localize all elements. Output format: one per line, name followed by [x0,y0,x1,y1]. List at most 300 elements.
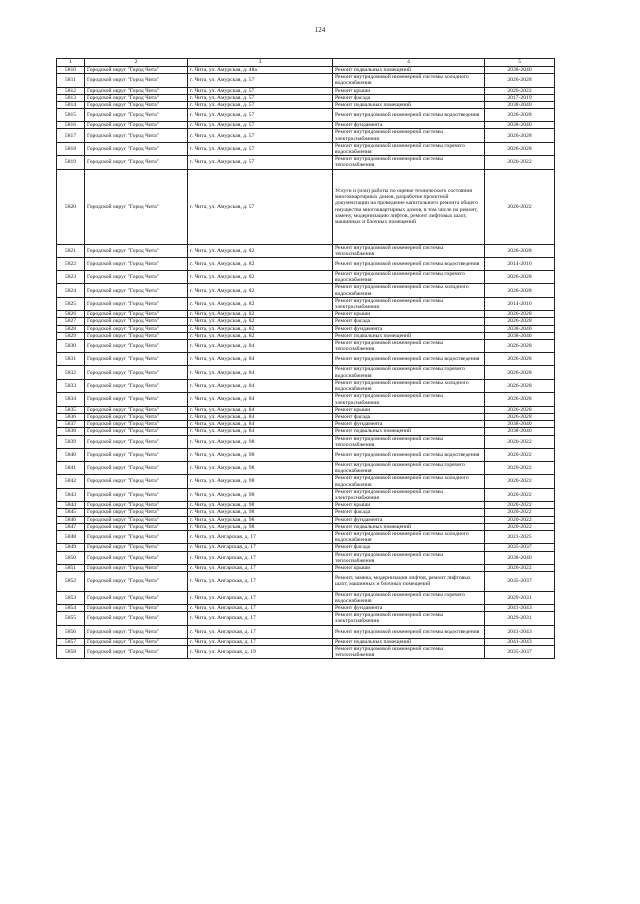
table-row [57,591,555,604]
work-type-cell: Ремонт фундамента [333,325,485,332]
table-row [57,340,555,353]
row-number: 5847 [57,523,85,530]
table-row [57,502,555,509]
row-number: 5845 [57,509,85,516]
work-type-cell: Ремонт внутридомовой инженерной системы горячего водоснабжения [333,461,485,474]
period-cell: 2026-2028 [485,74,555,87]
address-cell: г. Чита, ул. Амурская, д. 48а [188,67,333,74]
municipality-cell: Городской округ "Город Чита" [85,638,188,645]
municipality-cell: Городской округ "Город Чита" [85,393,188,406]
address-cell: г. Чита, ул. Амурская, д. 57 [188,74,333,87]
municipality-cell: Городской округ "Город Чита" [85,605,188,612]
address-cell: г. Чита, ул. Амурская, д. 84 [188,340,333,353]
period-cell: 2020-2022 [485,448,555,461]
table-row [57,544,555,551]
work-type-cell: Ремонт крыши [333,87,485,94]
period-cell: 2041-2043 [485,638,555,645]
municipality-cell: Городской округ "Город Чита" [85,74,188,87]
municipality-cell: Городской округ "Город Чита" [85,122,188,129]
row-number: 5843 [57,488,85,501]
period-cell: 2026-2028 [485,109,555,122]
municipality-cell: Городской округ "Город Чита" [85,311,188,318]
row-number: 5813 [57,94,85,101]
municipality-cell: Городской округ "Город Чита" [85,612,188,625]
period-cell: 2020-2022 [485,523,555,530]
work-type-cell: Ремонт внутридомовой инженерной системы теплоснабжения [333,244,485,257]
table-row [57,625,555,638]
period-cell: 2020-2022 [485,516,555,523]
table-row [57,448,555,461]
table-row [57,530,555,543]
table-row [57,638,555,645]
table-row [57,142,555,155]
column-header: 3 [188,59,333,67]
row-number: 5838 [57,428,85,435]
address-cell: г. Чита, ул. Амурская, д. 57 [188,87,333,94]
table-row [57,169,555,244]
address-cell: г. Чита, ул. Амурская, д. 98 [188,475,333,488]
period-cell: 2020-2022 [485,169,555,244]
work-type-cell: Ремонт фундамента [333,122,485,129]
municipality-cell: Городской округ "Город Чита" [85,284,188,297]
address-cell: г. Чита, ул. Амурская, д. 82 [188,244,333,257]
municipality-cell: Городской округ "Город Чита" [85,551,188,564]
row-number: 5810 [57,67,85,74]
row-number: 5844 [57,502,85,509]
municipality-cell: Городской округ "Город Чита" [85,109,188,122]
period-cell: 2035-2037 [485,544,555,551]
period-cell: 2020-2022 [485,156,555,169]
work-type-cell: Ремонт фундамента [333,516,485,523]
row-number: 5841 [57,461,85,474]
row-number: 5823 [57,271,85,284]
municipality-cell: Городской округ "Город Чита" [85,258,188,271]
row-number: 5826 [57,311,85,318]
row-number: 5811 [57,74,85,87]
address-cell: г. Чита, ул. Ангарская, д. 17 [188,612,333,625]
work-type-cell: Ремонт подвальных помещений [333,332,485,339]
address-cell: г. Чита, ул. Ангарская, д. 17 [188,544,333,551]
address-cell: г. Чита, ул. Амурская, д. 57 [188,109,333,122]
period-cell: 2041-2043 [485,605,555,612]
work-type-cell: Ремонт крыши [333,311,485,318]
row-number: 5827 [57,318,85,325]
period-cell: 2026-2028 [485,353,555,366]
address-cell: г. Чита, ул. Амурская, д. 82 [188,332,333,339]
work-type-cell: Ремонт внутридомовой инженерной системы водоотведения [333,258,485,271]
municipality-cell: Городской округ "Город Чита" [85,169,188,244]
table-row [57,461,555,474]
address-cell: г. Чита, ул. Амурская, д. 57 [188,156,333,169]
work-type-cell: Ремонт подвальных помещений [333,428,485,435]
period-cell: 2020-2022 [485,435,555,448]
table-row [57,572,555,592]
address-cell: г. Чита, ул. Амурская, д. 82 [188,284,333,297]
address-cell: г. Чита, ул. Амурская, д. 82 [188,325,333,332]
period-cell: 2026-2028 [485,379,555,392]
table-row [57,516,555,523]
address-cell: г. Чита, ул. Амурская, д. 98 [188,523,333,530]
period-cell: 2038-2040 [485,325,555,332]
municipality-cell: Городской округ "Город Чита" [85,244,188,257]
municipality-cell: Городской округ "Город Чита" [85,516,188,523]
address-cell: г. Чита, ул. Амурская, д. 98 [188,516,333,523]
period-cell: 2023-2025 [485,530,555,543]
municipality-cell: Городской округ "Город Чита" [85,366,188,379]
municipality-cell: Городской округ "Город Чита" [85,353,188,366]
address-cell: г. Чита, ул. Ангарская, д. 17 [188,625,333,638]
municipality-cell: Городской округ "Город Чита" [85,475,188,488]
address-cell: г. Чита, ул. Амурская, д. 82 [188,311,333,318]
row-number: 5814 [57,102,85,109]
period-cell: 2020-2022 [485,488,555,501]
address-cell: г. Чита, ул. Амурская, д. 98 [188,502,333,509]
municipality-cell: Городской округ "Город Чита" [85,572,188,592]
period-cell: 2041-2043 [485,625,555,638]
period-cell: 2020-2022 [485,461,555,474]
work-type-cell: Ремонт подвальных помещений [333,102,485,109]
address-cell: г. Чита, ул. Амурская, д. 98 [188,488,333,501]
work-type-cell: Ремонт фасада [333,509,485,516]
address-cell: г. Чита, ул. Амурская, д. 84 [188,413,333,420]
period-cell: 2026-2028 [485,142,555,155]
row-number: 5840 [57,448,85,461]
work-type-cell: Ремонт фасада [333,413,485,420]
table-row [57,271,555,284]
period-cell: 2020-2022 [485,564,555,571]
column-header: 2 [85,59,188,67]
period-cell: 2038-2040 [485,421,555,428]
period-cell: 2020-2022 [485,87,555,94]
table-row [57,102,555,109]
address-cell: г. Чита, ул. Амурская, д. 84 [188,421,333,428]
table-row [57,435,555,448]
address-cell: г. Чита, ул. Амурская, д. 57 [188,94,333,101]
municipality-cell: Городской округ "Город Чита" [85,94,188,101]
address-cell: г. Чита, ул. Амурская, д. 84 [188,406,333,413]
table-row [57,645,555,658]
municipality-cell: Городской округ "Город Чита" [85,625,188,638]
municipality-cell: Городской округ "Город Чита" [85,448,188,461]
table-body [57,67,555,659]
row-number: 5812 [57,87,85,94]
municipality-cell: Городской округ "Город Чита" [85,102,188,109]
table-row [57,109,555,122]
period-cell: 2035-2037 [485,645,555,658]
row-number: 5858 [57,645,85,658]
period-cell: 2020-2022 [485,509,555,516]
row-number: 5820 [57,169,85,244]
work-type-cell: Ремонт внутридомовой инженерной системы горячего водоснабжения [333,271,485,284]
work-type-cell: Ремонт фасада [333,94,485,101]
period-cell: 2026-2028 [485,366,555,379]
period-cell: 2026-2028 [485,271,555,284]
row-number: 5821 [57,244,85,257]
table-row [57,366,555,379]
row-number: 5848 [57,530,85,543]
period-cell: 2026-2028 [485,406,555,413]
municipality-cell: Городской округ "Город Чита" [85,461,188,474]
work-type-cell: Ремонт внутридомовой инженерной системы холодного водоснабжения [333,530,485,543]
period-cell: 2026-2028 [485,413,555,420]
municipality-cell: Городской округ "Город Чита" [85,142,188,155]
address-cell: г. Чита, ул. Амурская, д. 84 [188,379,333,392]
table-row [57,87,555,94]
municipality-cell: Городской округ "Город Чита" [85,544,188,551]
table-row [57,129,555,142]
period-cell: 2026-2028 [485,393,555,406]
address-cell: г. Чита, ул. Ангарская, д. 17 [188,572,333,592]
work-type-cell: Ремонт внутридомовой инженерной системы теплоснабжения [333,156,485,169]
period-cell: 2035-2037 [485,572,555,592]
table-row [57,509,555,516]
period-cell: 2026-2028 [485,340,555,353]
work-type-cell: Ремонт внутридомовой инженерной системы теплоснабжения [333,645,485,658]
period-cell: 2026-2028 [485,284,555,297]
address-cell: г. Чита, ул. Амурская, д. 98 [188,435,333,448]
table-row [57,488,555,501]
address-cell: г. Чита, ул. Амурская, д. 82 [188,258,333,271]
period-cell: 2020-2022 [485,502,555,509]
municipality-cell: Городской округ "Город Чита" [85,379,188,392]
work-type-cell: Ремонт, замена, модернизация лифтов, ремонт лифтовых шахт, машинных и блочных помещений [333,572,485,592]
table-row [57,379,555,392]
table-row [57,74,555,87]
municipality-cell: Городской округ "Город Чита" [85,502,188,509]
work-type-cell: Ремонт фасада [333,318,485,325]
work-type-cell: Ремонт внутридомовой инженерной системы холодного водоснабжения [333,475,485,488]
municipality-cell: Городской округ "Город Чита" [85,87,188,94]
work-type-cell: Ремонт фундамента [333,605,485,612]
municipality-cell: Городской округ "Город Чита" [85,325,188,332]
row-number: 5818 [57,142,85,155]
work-type-cell: Ремонт внутридомовой инженерной системы электроснабжения [333,297,485,310]
municipality-cell: Городской округ "Город Чита" [85,271,188,284]
row-number: 5852 [57,572,85,592]
row-number: 5849 [57,544,85,551]
row-number: 5830 [57,340,85,353]
table-row [57,311,555,318]
repair-schedule-table [56,58,555,659]
table-row [57,406,555,413]
work-type-cell: Ремонт внутридомовой инженерной системы водоотведения [333,109,485,122]
row-number: 5837 [57,421,85,428]
work-type-cell: Ремонт внутридомовой инженерной системы теплоснабжения [333,551,485,564]
work-type-cell: Ремонт внутридомовой инженерной системы электроснабжения [333,612,485,625]
row-number: 5817 [57,129,85,142]
row-number: 5822 [57,258,85,271]
period-cell: 2026-2028 [485,129,555,142]
period-cell: 2026-2028 [485,318,555,325]
table-row [57,475,555,488]
work-type-cell: Ремонт подвальных помещений [333,67,485,74]
work-type-cell: Ремонт внутридомовой инженерной системы холодного водоснабжения [333,74,485,87]
work-type-cell: Ремонт крыши [333,564,485,571]
work-type-cell: Ремонт внутридомовой инженерной системы горячего водоснабжения [333,366,485,379]
table-row [57,421,555,428]
address-cell: г. Чита, ул. Амурская, д. 57 [188,169,333,244]
table-header-row [57,59,555,67]
municipality-cell: Городской округ "Город Чита" [85,523,188,530]
address-cell: г. Чита, ул. Амурская, д. 82 [188,297,333,310]
period-cell: 2038-2040 [485,551,555,564]
work-type-cell: Ремонт фундамента [333,421,485,428]
address-cell: г. Чита, ул. Ангарская, д. 17 [188,530,333,543]
municipality-cell: Городской округ "Город Чита" [85,332,188,339]
row-number: 5815 [57,109,85,122]
work-type-cell: Ремонт внутридомовой инженерной системы водоотведения [333,448,485,461]
municipality-cell: Городской округ "Город Чита" [85,645,188,658]
municipality-cell: Городской округ "Город Чита" [85,509,188,516]
period-cell: 2038-2040 [485,122,555,129]
row-number: 5851 [57,564,85,571]
work-type-cell: Ремонт внутридомовой инженерной системы электроснабжения [333,129,485,142]
municipality-cell: Городской округ "Город Чита" [85,318,188,325]
address-cell: г. Чита, ул. Амурская, д. 57 [188,102,333,109]
table-row [57,605,555,612]
work-type-cell: Ремонт внутридомовой инженерной системы холодного водоснабжения [333,379,485,392]
period-cell: 2038-2040 [485,67,555,74]
table-row [57,297,555,310]
address-cell: г. Чита, ул. Амурская, д. 98 [188,509,333,516]
row-number: 5825 [57,297,85,310]
period-cell: 2014-2016 [485,258,555,271]
work-type-cell: Ремонт внутридомовой инженерной системы теплоснабжения [333,340,485,353]
work-type-cell: Ремонт подвальных помещений [333,638,485,645]
page-number: 124 [314,26,326,34]
municipality-cell: Городской округ "Город Чита" [85,428,188,435]
address-cell: г. Чита, ул. Амурская, д. 84 [188,428,333,435]
address-cell: г. Чита, ул. Амурская, д. 57 [188,122,333,129]
municipality-cell: Городской округ "Город Чита" [85,406,188,413]
period-cell: 2017-2019 [485,94,555,101]
address-cell: г. Чита, ул. Амурская, д. 84 [188,353,333,366]
row-number: 5839 [57,435,85,448]
address-cell: г. Чита, ул. Амурская, д. 84 [188,393,333,406]
period-cell: 2020-2022 [485,475,555,488]
work-type-cell: Ремонт внутридомовой инженерной системы горячего водоснабжения [333,142,485,155]
municipality-cell: Городской округ "Город Чита" [85,435,188,448]
row-number: 5829 [57,332,85,339]
municipality-cell: Городской округ "Город Чита" [85,156,188,169]
address-cell: г. Чита, ул. Амурская, д. 57 [188,142,333,155]
column-header: 4 [333,59,485,67]
row-number: 5835 [57,406,85,413]
work-type-cell: Ремонт внутридомовой инженерной системы горячего водоснабжения [333,591,485,604]
work-type-cell: Ремонт внутридомовой инженерной системы водоотведения [333,353,485,366]
table-row [57,67,555,74]
row-number: 5856 [57,625,85,638]
row-number: 5853 [57,591,85,604]
municipality-cell: Городской округ "Город Чита" [85,591,188,604]
period-cell: 2029-2031 [485,612,555,625]
municipality-cell: Городской округ "Город Чита" [85,530,188,543]
municipality-cell: Городской округ "Город Чита" [85,67,188,74]
period-cell: 2029-2031 [485,591,555,604]
table-row [57,284,555,297]
row-number: 5833 [57,379,85,392]
table-row [57,156,555,169]
table-row [57,523,555,530]
municipality-cell: Городской округ "Город Чита" [85,129,188,142]
table-row [57,318,555,325]
period-cell: 2038-2040 [485,102,555,109]
table-row [57,122,555,129]
address-cell: г. Чита, ул. Амурская, д. 57 [188,129,333,142]
address-cell: г. Чита, ул. Ангарская, д. 17 [188,551,333,564]
row-number: 5846 [57,516,85,523]
municipality-cell: Городской округ "Город Чита" [85,297,188,310]
address-cell: г. Чита, ул. Ангарская, д. 17 [188,564,333,571]
table-row [57,564,555,571]
work-type-cell: Ремонт крыши [333,502,485,509]
row-number: 5854 [57,605,85,612]
address-cell: г. Чита, ул. Амурская, д. 98 [188,448,333,461]
table-row [57,612,555,625]
address-cell: г. Чита, ул. Ангарская, д. 17 [188,591,333,604]
work-type-cell: Ремонт внутридомовой инженерной системы водоотведения [333,625,485,638]
row-number: 5836 [57,413,85,420]
address-cell: г. Чита, ул. Ангарская, д. 19 [188,645,333,658]
row-number: 5816 [57,122,85,129]
work-type-cell: Услуги и (или) работы по оценке технического состояния многоквартирных домов, разработке проектной документации на проведение капитального ремонта общего имущества многоквартирных домов, в том числе на ремонт, замену, модернизацию лифтов, ремонт лифтовых шахт, машинных и блочных помещений [333,169,485,244]
row-number: 5855 [57,612,85,625]
address-cell: г. Чита, ул. Амурская, д. 82 [188,271,333,284]
period-cell: 2026-2028 [485,311,555,318]
work-type-cell: Ремонт фасада [333,544,485,551]
table-row [57,94,555,101]
work-type-cell: Ремонт внутридомовой инженерной системы холодного водоснабжения [333,284,485,297]
table-row [57,258,555,271]
table-row [57,353,555,366]
address-cell: г. Чита, ул. Амурская, д. 82 [188,318,333,325]
row-number: 5828 [57,325,85,332]
work-type-cell: Ремонт крыши [333,406,485,413]
column-header: 1 [57,59,85,67]
table-row [57,428,555,435]
period-cell: 2038-2040 [485,332,555,339]
table-row [57,393,555,406]
row-number: 5857 [57,638,85,645]
municipality-cell: Городской округ "Город Чита" [85,564,188,571]
address-cell: г. Чита, ул. Амурская, д. 98 [188,461,333,474]
work-type-cell: Ремонт внутридомовой инженерной системы электроснабжения [333,393,485,406]
row-number: 5832 [57,366,85,379]
period-cell: 2014-2016 [485,297,555,310]
municipality-cell: Городской округ "Город Чита" [85,488,188,501]
period-cell: 2026-2028 [485,244,555,257]
row-number: 5831 [57,353,85,366]
row-number: 5842 [57,475,85,488]
column-header: 5 [485,59,555,67]
table-row [57,413,555,420]
address-cell: г. Чита, ул. Ангарская, д. 17 [188,638,333,645]
row-number: 5850 [57,551,85,564]
address-cell: г. Чита, ул. Ангарская, д. 17 [188,605,333,612]
municipality-cell: Городской округ "Город Чита" [85,340,188,353]
address-cell: г. Чита, ул. Амурская, д. 84 [188,366,333,379]
table-row [57,325,555,332]
municipality-cell: Городской округ "Город Чита" [85,421,188,428]
work-type-cell: Ремонт подвальных помещений [333,523,485,530]
table-row [57,332,555,339]
work-type-cell: Ремонт внутридомовой инженерной системы электроснабжения [333,488,485,501]
row-number: 5834 [57,393,85,406]
period-cell: 2038-2040 [485,428,555,435]
table-row [57,551,555,564]
row-number: 5819 [57,156,85,169]
row-number: 5824 [57,284,85,297]
